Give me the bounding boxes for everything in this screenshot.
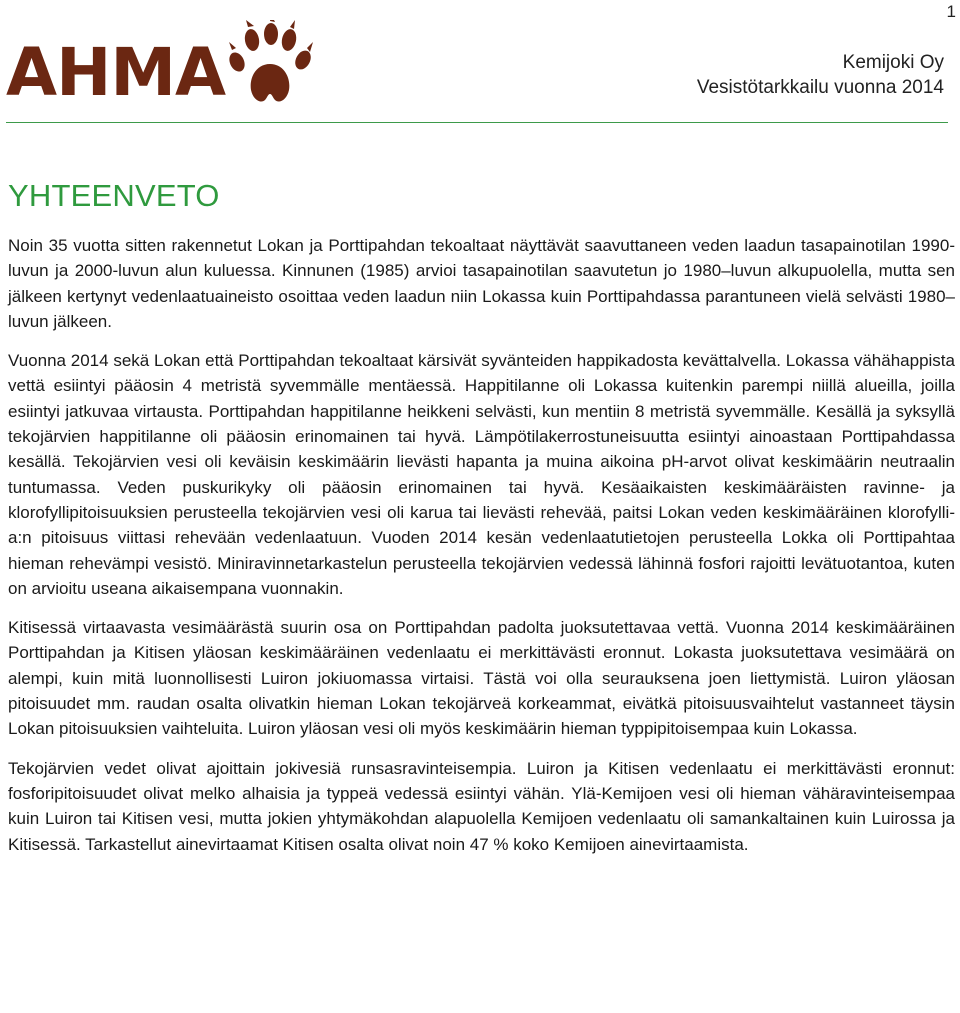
logo-text: AHMA [6,34,226,111]
report-title: Vesistötarkkailu vuonna 2014 [696,77,944,98]
page-number: 1 [946,2,956,21]
paragraph: Kitisessä virtaavasta vesimäärästä suurin osa on Porttipahdan padolta juoksutettavaa vettä. Vuonna 2014 keskimääräinen Porttipahdan ja Kitisen yläosan keskimääräinen vedenlaatu ei merkittävästi eronnut. Lokasta juoksutettava vesimäärä on alempi, kuin mitä luonnollisesti Luiron jokiuomassa virtaisi. Tästä voi olla seurauksena joen liettymistä. Luiron yläosan pitoisuudet mm. raudan osalta olivatkin hieman Lokan tekojärveä korkeammat, eivätkä pitoisuusvaihtelut vastanneet täysin Lokan pitoisuuksien vaihteluita. Luiron yläosan vesi oli myös keskimäärin hieman typpipitoisempaa kuin Lokassa. [8,618,955,739]
paw-print-icon [227,20,313,112]
ahma-logo [6,20,313,111]
section-title: YHTEENVETO [8,178,220,213]
paragraph: Noin 35 vuotta sitten rakennetut Lokan ja Porttipahdan tekoaltaat näyttävät saavuttaneen veden laadun tasapainotilan 1990-luvun ja 2000-luvun alun kuluessa. Kinnunen (1985) arvioi tasapainotilan saavutetun jo 1980–luvun alkupuolella, mutta sen jälkeen kertynyt vedenlaatuaineisto osoittaa veden laadun niin Lokassa kuin Porttipahdassa parantuneen vielä selvästi 1980–luvun jälkeen. [8,236,955,331]
paragraph: Tekojärvien vedet olivat ajoittain jokivesiä runsasravinteisempia. Luiron ja Kitisen vedenlaatu ei merkittävästi eronnut: fosforipitoisuudet olivat melko alhaisia ja typpeä vedessä esiintyi vähän. Ylä-Kemijoen vesi oli hieman vähäravinteisempaa kuin Luiron tai Kitisen vesi, mutta jokien yhtymäkohdan alapuolella Kemijoen vedenlaatu oli samankaltainen kuin Luirossa ja Kitisessä. Tarkastellut ainevirtaamat Kitisen osalta olivat noin 47 % koko Kemijoen ainevirtaamista. [8,758,955,854]
header-company-block [697,50,944,100]
summary-body [8,233,955,871]
company-name: Kemijoki Oy [842,52,944,73]
paragraph: Vuonna 2014 sekä Lokan että Porttipahdan tekoaltaat kärsivät syvänteiden happikadosta kevättalvella. Lokassa vähähappista vettä esiintyi pääosin 4 metristä syvemmälle mentäessä. Happitilanne oli Lokassa kuitenkin parempi niillä alueilla, joilla esiintyi jatkuvaa virtausta. Porttipahdan happitilanne heikkeni selvästi, kun mentiin 8 metristä syvemmälle. Kesällä ja syksyllä tekojärvien happitilanne oli pääosin erinomainen tai hyvä. Lämpötilakerrostuneisuutta esiintyi ainoastaan Porttipahdassa kesällä. Tekojärvien vesi oli keväisin keskimäärin lievästi hapanta ja muina aikoina pH-arvot olivat keskimäärin neutraalin tuntumassa. Veden puskurikyky oli pääosin erinomainen tai hyvä. Kesäaikaisten keskimääräisten ravinne- ja klorofyllipitoisuuksien perusteella tekojärvien vesi oli karua tai lievästi rehevää, paitsi Lokan veden keskimääräinen klorofylli-a:n pitoisuus viittasi rehevään vedenlaatuun. Vuoden 2014 kesän vedenlaatutietojen perusteella Lokka oli Porttipahtaa hieman rehevämpi vesistö. Miniravinnetarkastelun perusteella tekojärvien vedessä lähinnä fosfori rajoitti levätuotantoa, kuten on arvioitu useana aikaisempana vuonnakin. [8,351,955,598]
header-divider [6,122,948,123]
